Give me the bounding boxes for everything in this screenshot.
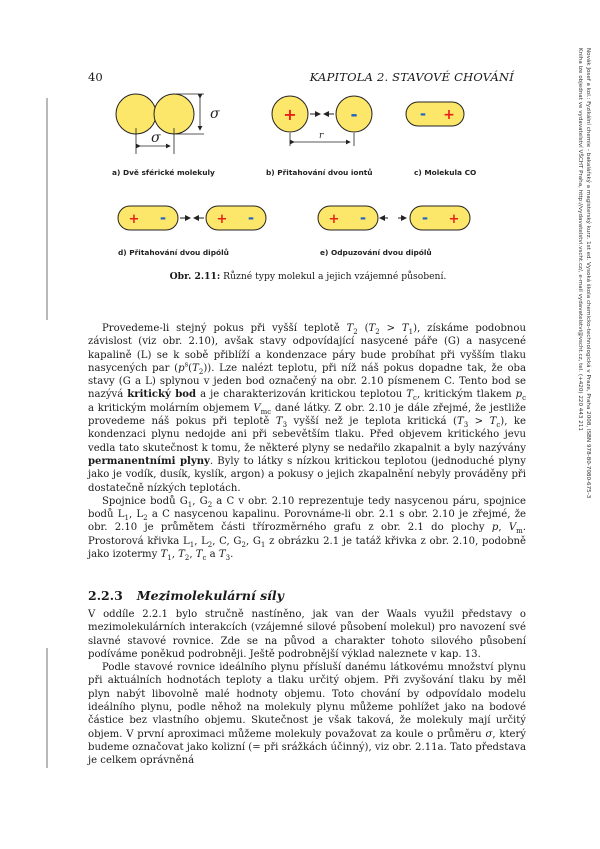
text-run: , C, G (212, 535, 242, 547)
panel-e (318, 206, 470, 230)
text-run: , kritickým tlakem (416, 389, 516, 401)
text-run: T (160, 549, 168, 561)
text-run: ), získáme podobnou závislost (viz obr. 2.10), avšak stavy odpovídající nasycené páře (G) a nasycené kapalině (L) se k sobě přiblíží a kondenzace páry bude probíhat při vyšším tlaku nasycených par ( (88, 323, 526, 374)
text-run: Provedeme-li stejný pokus při vyšší teplotě (102, 323, 347, 334)
text-run: σ (485, 728, 493, 740)
plus-sign: + (328, 212, 340, 227)
text-run: , G (245, 535, 261, 547)
text-run: a C v obr. 2.10 reprezentuje tedy nasycenou páru, spojnice bodů L (88, 495, 526, 521)
text-run: ), ke kondenzaci plynu nedojde ani při sebevětším tlaku. Před objevem kritického jevu vedla tato skutečnost k tomu, že některé plyny se nedařilo zkapalnit a byly nazývány (88, 416, 526, 454)
text-run: . Prostorová křivka L (88, 522, 526, 547)
text-run: a je charakterizován kritickou teplotou (196, 389, 407, 401)
text-run: p (491, 522, 499, 534)
text-run: a (206, 549, 219, 561)
text-run: ( (357, 323, 369, 334)
text-run: T (218, 549, 226, 561)
dipole (118, 206, 178, 230)
text-run: , L (194, 535, 208, 547)
text-run: > (468, 416, 490, 428)
paragraph (88, 661, 526, 767)
minus-sign: - (421, 209, 429, 227)
text-run: Spojnice bodů G (102, 495, 188, 507)
text-run: a C nasycenou kapalinu. Porovnáme-li obr. 2.1 s obr. 2.10 je zřejmé, že obr. 2.10 je průmětem části třírozměrného grafu z obr. 2.1 do plochy (88, 509, 527, 534)
sigma-label: σ (151, 130, 161, 146)
paragraph (88, 495, 526, 561)
minus-sign: - (350, 105, 358, 125)
sigma-label: σ (210, 106, 220, 122)
text-run: T (195, 549, 203, 561)
text-run: p (515, 389, 523, 401)
dipole (206, 206, 266, 230)
panel-d (118, 206, 266, 230)
plus-sign: + (443, 107, 455, 123)
text-run: T (275, 416, 283, 428)
dipole (318, 206, 378, 230)
text-run: Podle stavové rovnice ideálního plynu přísluší danému látkovému množství plynu při aktuálních hodnotách teploty a tlaku určitý objem. Při zvyšování tlaku by měl plyn nabýt libovolně malé hodnoty objemu. Toto chování by odpovídalo modelu ideálního plynu, podle něhož na molekuly plynu můžeme pohlížet jako na bodové částice bez vlastního objemu. Skutečnost je však taková, že molekuly mají určitý objem. V první aproximaci můžeme molekuly považovat za koule o průměru (88, 662, 526, 740)
side-note-line: Novák Josef a kol.: Fyzikální chemie - bakalářský a magisterský kurz. 1st ed. Vysoká škola chemicko-technologická v Praze, Praha 2008, ISBN 978-80-7080-675-3 (585, 48, 591, 499)
text-run: , (171, 549, 179, 561)
minus-sign: - (159, 209, 167, 227)
text-run: c (413, 394, 417, 403)
text-run: 3 (225, 554, 231, 563)
text-run: 1 (187, 500, 193, 509)
text-run: dané látky. Z obr. 2.10 je dále zřejmé, že jestliže provedeme náš pokus při teplotě (88, 402, 526, 428)
text-run: 1 (408, 328, 414, 337)
body-text-2 (88, 608, 526, 768)
text-run: T (178, 549, 185, 561)
text-run: m (516, 527, 523, 536)
caption-d: d) Přitahování dvou dipólů (118, 248, 229, 257)
paragraph (88, 322, 526, 495)
text-run: permanentními plyny (88, 455, 210, 467)
text-run: 1 (167, 554, 172, 563)
figure-caption-text: Různé typy molekul a jejich vzájemné působení. (220, 271, 447, 282)
plus-sign: + (283, 105, 297, 124)
text-run: mc (260, 407, 272, 416)
text-run: 2 (184, 554, 190, 563)
side-note (548, 48, 594, 648)
text-run: T (368, 323, 376, 334)
text-run: c (202, 554, 207, 563)
text-run: V (508, 522, 517, 534)
text-run: kritický bod (127, 389, 197, 401)
panel-b (272, 96, 372, 146)
margin-bar (46, 648, 48, 768)
running-header: KAPITOLA 2. STAVOVÉ CHOVÁNÍ (309, 70, 514, 84)
text-run: 3 (463, 421, 469, 430)
text-run: 1 (189, 540, 195, 549)
figure-drawing (98, 88, 518, 268)
paragraph (88, 608, 526, 661)
caption-a: a) Dvě sférické molekuly (112, 168, 215, 177)
text-run: . Byly to látky s nízkou kritickou teplotou (jednoduché plyny jako je vodík, dusík, kyslík, argon) a pokusy o jejich zkapalnění nebyly prováděny při dostatečně nízkých teplotách. (88, 455, 526, 494)
text-run: , (498, 522, 509, 534)
page-number: 40 (88, 70, 103, 84)
panel-c (406, 102, 464, 126)
text-run: , G (192, 495, 208, 507)
text-run: V (253, 402, 261, 414)
section-title: Mezimolekulární síly (136, 588, 284, 603)
text-run: 2 (207, 500, 213, 509)
text-run: z obrázku 2.1 je tatáž křivka z obr. 2.10, podobně jako izotermy (88, 535, 526, 561)
text-run: 3 (282, 421, 288, 430)
minus-sign: - (247, 209, 255, 227)
text-run: c (496, 421, 501, 430)
minus-sign: - (419, 105, 427, 123)
figure-molecules (98, 88, 518, 308)
text-run: 2 (143, 514, 148, 523)
text-run: 1 (260, 540, 266, 549)
text-run: . (230, 549, 234, 561)
caption-e: e) Odpuzování dvou dipólů (320, 248, 432, 257)
panel-a (116, 94, 220, 154)
text-run: 2 (375, 328, 380, 337)
plus-sign: + (216, 212, 228, 227)
text-run: )). Lze nalézt teplotu, při níž náš pokus dopadne tak, že oba stavy (G a L) splynou v jeden bod označený na obr. 2.10 písmenem C. Tento bod se nazývá (88, 362, 526, 401)
text-run: vyšší než je teplota kritická ( (287, 416, 457, 428)
text-run: 2 (241, 540, 246, 549)
text-run: T (456, 416, 464, 428)
text-run: p (178, 362, 185, 374)
section-number: 2.2.3 (88, 588, 123, 603)
text-run: 2 (198, 367, 204, 376)
minus-sign: - (359, 209, 367, 227)
text-run: , L (128, 509, 144, 521)
text-run: 2 (207, 540, 213, 549)
text-run: , (189, 549, 196, 561)
text-run: c (522, 394, 527, 403)
text-run: ( (188, 362, 193, 374)
text-run: T (401, 323, 409, 334)
distance-label: r (319, 131, 324, 141)
text-run: T (192, 362, 199, 374)
figure-caption-label: Obr. 2.11: (169, 271, 221, 282)
caption-b: b) Přitahování dvou iontů (266, 168, 373, 177)
text-run: T (346, 323, 354, 334)
body-text-1 (88, 322, 526, 561)
text-run: , který budeme označovat jako kolizní (= při srážkách účinný), viz obr. 2.11a. Tato představa je celkem oprávněná (88, 728, 527, 767)
dipole (410, 206, 470, 230)
margin-bar (46, 98, 48, 320)
text-run: > (379, 323, 402, 334)
plus-sign: + (448, 212, 460, 227)
text-run: T (406, 389, 414, 401)
caption-c: c) Molekula CO (414, 168, 477, 177)
text-run: V oddíle 2.2.1 bylo stručně nastíněno, jak van der Waals využil představy o mezimolekulárních interakcích (vzájemné silové působení molekul) pro navození své slavné stavové rovnice. Zde se na původ a charakter tohoto silového působení podíváme poněkud podrobněji. Ještě podrobnější výklad naleznete v kap. 13. (88, 609, 526, 660)
side-note-line: Kniha lze objednat ve vydavatelství VŠCHT Praha, http://vydavatelstvi.vscht.cz/, e-mail vydavatelstvi@vscht.cz, tel. (+420) 220 443 211 (577, 48, 583, 431)
text-run: T (489, 416, 497, 428)
text-run: 2 (353, 328, 358, 337)
co-molecule (406, 102, 464, 126)
text-run: 1 (124, 514, 129, 523)
plus-sign: + (128, 212, 140, 227)
text-run: s (184, 360, 189, 369)
section-heading (88, 588, 284, 603)
text-run: a kritickým molárním objemem (88, 402, 254, 414)
figure-caption (98, 271, 518, 282)
